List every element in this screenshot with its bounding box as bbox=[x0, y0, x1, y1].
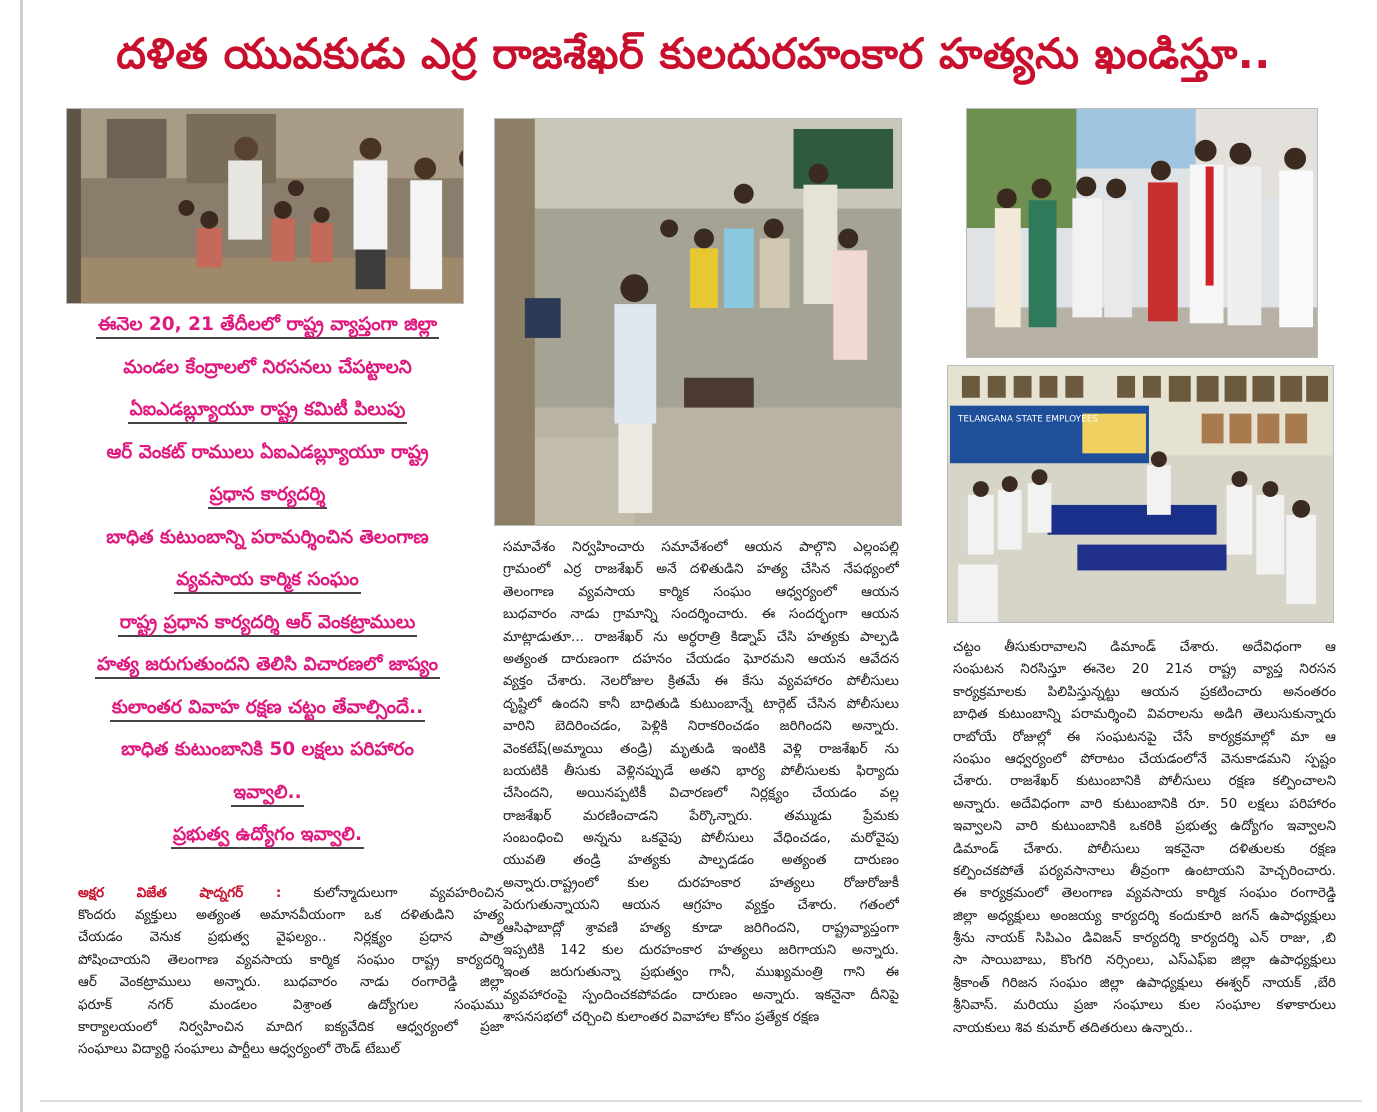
kicker-line bbox=[40, 606, 495, 649]
body-line: అన్నారు.రాష్ట్రంలో కుల దురహంకార హత్యలు రోజురోజుకీ bbox=[503, 874, 899, 891]
page-bottom-rule bbox=[40, 1100, 1362, 1102]
kicker-highlights bbox=[40, 308, 495, 861]
body-line: పోషించాయని తెలంగాణ వ్యవసాయ కార్మిక సంఘం రాష్ట్ర కార్యదర్శి bbox=[78, 951, 504, 968]
body-line: వెంకటేష్(అమ్మాయి తండ్రి) మృతుడి ఇంటికి వెళ్లి రాజశేఖర్ ను bbox=[503, 740, 899, 757]
kicker-text: మండల కేంద్రాలలో నిరసనలు చేపట్టాలని bbox=[123, 356, 412, 378]
body-line: యువతి తండ్రి హత్యకు పాల్పడడం అత్యంత దారుణం bbox=[503, 852, 899, 869]
body-line: కార్యక్రమాలకు పిలిపిస్తున్నట్టు ఆయన ప్రకటించారు అనంతరం bbox=[953, 683, 1336, 700]
kicker-text: హత్య జరుగుతుందని తెలిసి విచారణలో జాప్యం bbox=[95, 654, 440, 679]
body-line: శ్రీనివాస్. మరియు ప్రజా సంఘాలు కుల సంఘాల కళాకారులు bbox=[953, 997, 1336, 1014]
body-line: వారిని బెదిరించడం, పెళ్లికి నిరాకరించడం జరిగిందని అన్నారు. bbox=[503, 718, 899, 735]
body-line: వ్యవహారంపై స్పందించకపోవడం దారుణం అన్నారు. ఇకనైనా దీనిపై bbox=[503, 986, 899, 1003]
body-line: కల్పించకపోతే పర్యవసానాలు తీవ్రంగా ఉంటాయని హెచ్చరించారు. bbox=[953, 862, 1336, 879]
body-line: రాజశేఖర్ మరణించాడని పేర్కొన్నారు. తమ్ముడు ప్రేమకు bbox=[503, 807, 899, 824]
photo-round-table-meeting bbox=[947, 365, 1334, 623]
body-line: ఇంత జరుగుతున్నా ప్రభుత్వం గానీ, ముఖ్యమంత్రి గాని ఈ bbox=[503, 964, 899, 981]
body-line: పెరుగుతున్నాయని ఆయన ఆగ్రహం వ్యక్తం చేశారు. గతంలో bbox=[503, 897, 899, 914]
kicker-text: బాధిత కుటుంబానికి 50 లక్షలు పరిహారం bbox=[121, 739, 414, 760]
kicker-line bbox=[40, 393, 495, 436]
body-line: శాసనసభలో చర్చించి కులాంతర వివాహాల కోసం ప్రత్యేక రక్షణ bbox=[503, 1009, 820, 1026]
kicker-line bbox=[40, 308, 495, 351]
photo-village-children bbox=[66, 108, 464, 304]
kicker-line bbox=[40, 648, 495, 691]
body-line: తెలంగాణ వ్యవసాయ కార్మిక సంఘం ఆధ్వర్యంలో ఆయన bbox=[503, 583, 899, 600]
body-line: కులోన్మాదులుగా వ్యవహరించిన bbox=[313, 885, 504, 901]
body-line: అన్నారు. అదేవిధంగా వారి కుటుంబానికి రూ. 50 లక్షలు పరిహారం bbox=[953, 795, 1336, 812]
column-1-body-rest bbox=[78, 904, 504, 1100]
kicker-line bbox=[40, 521, 495, 564]
body-line: సంఘాలు విద్యార్థి సంఘాలు పార్టీలు ఆధ్వర్యంలో రౌండ్ టేబుల్ bbox=[78, 1041, 401, 1058]
body-line: ఇవ్వాలని వారి కుటుంబానికి ఒకరికి ప్రభుత్వ ఉద్యోగం ఇవ్వాలని bbox=[953, 818, 1336, 835]
kicker-line bbox=[40, 478, 495, 521]
headline: దళిత యువకుడు ఎర్ర రాజశేఖర్ కులదురహంకార హత్యను ఖండిస్తూ.. bbox=[116, 29, 1271, 78]
body-line: సమావేశం నిర్వహించారు సమావేశంలో ఆయన పాల్గొని ఎల్లంపల్లి bbox=[503, 539, 899, 555]
kicker-line bbox=[40, 563, 495, 606]
body-line: ఆర్ వెంకట్రాములు అన్నారు. బుధవారం నాడు రంగారెడ్డి జిల్లా bbox=[78, 974, 504, 991]
kicker-text: ఆర్ వెంకట్ రాములు ఏఐఎడబ్ల్యూయూ రాష్ట్ర bbox=[106, 441, 429, 463]
body-line: సంఘటన నిరసిస్తూ ఈనెల 20 21న రాష్ట్ర వ్యాప్త నిరసన bbox=[953, 661, 1336, 678]
body-line: డిమాండ్ చేశారు. పోలీసులు ఇకనైనా దళితులకు రక్షణ bbox=[953, 840, 1336, 857]
kicker-text: కులాంతర వివాహ రక్షణ చట్టం తేవాల్సిందే.. bbox=[110, 697, 425, 722]
kicker-text: రాష్ట్ర ప్రధాన కార్యదర్శి ఆర్ వెంకట్రాములు bbox=[118, 612, 418, 637]
body-line: ఫరూక్ నగర్ మండలం విశ్రాంత ఉద్యోగుల సంఘము bbox=[78, 996, 504, 1013]
body-line: కార్యాలయంలో నిర్వహించిన మాదిగ ఐక్యవేదిక ఆధ్వర్యంలో ప్రజా bbox=[78, 1018, 504, 1035]
byline-line bbox=[78, 882, 504, 904]
kicker-text: ప్రభుత్వ ఉద్యోగం ఇవ్వాలి. bbox=[171, 824, 364, 849]
body-line: శ్రీకాంత్ గిరిజన సంఘం జిల్లా ఉపాధ్యక్షులు ఈశ్వర్ నాయక్ ,బేరి bbox=[953, 974, 1336, 991]
body-line: బయటికి తీసుకు వెళ్లినప్పుడే అతని భార్య పోలీసులకు ఫిర్యాదు bbox=[503, 762, 899, 779]
body-line: వ్యక్తం చేశారు. నెలరోజుల క్రితమే ఈ కేసు వ్యవహారం పోలీసులు bbox=[503, 673, 899, 690]
body-line: ఆసిఫాబాద్లో శ్రావణి హత్య కూడా జరిగిందని, రాష్ట్రవ్యాప్తంగా bbox=[503, 919, 899, 936]
kicker-text: ఈనెల 20, 21 తేదీలలో రాష్ట్ర వ్యాప్తంగా జిల్లా bbox=[96, 314, 439, 339]
kicker-line bbox=[40, 691, 495, 734]
kicker-text: ఇవ్వాలి.. bbox=[231, 782, 303, 807]
body-line: కొందరు వ్యక్తులు అత్యంత అమానవీయంగా ఒక దళితుడిని హత్య bbox=[78, 907, 504, 923]
body-line: నాయకులు శివ కుమార్ తదితరులు ఉన్నారు.. bbox=[953, 1019, 1193, 1036]
body-line: సంఘం ఆధ్వర్యంలో పోరాటం చేయడంలోనే వెనుకాడమని స్పష్టం bbox=[953, 750, 1336, 767]
byline: అక్షర విజేత షాద్నగర్ : bbox=[78, 885, 282, 901]
body-line: బాధిత కుటుంబాన్ని పరామర్శించి వివరాలను అడిగి తెలుసుకున్నారు bbox=[953, 706, 1336, 723]
kicker-line bbox=[40, 818, 495, 861]
body-line: ఈ కార్యక్రమంలో తెలంగాణ వ్యవసాయ కార్మిక సంఘం రంగారెడ్డి bbox=[953, 885, 1336, 902]
column-3-body bbox=[953, 636, 1336, 1096]
body-line: సా సాయిబాబు, కొంగరి నర్సింలు, ఎస్ఎఫ్ఐ జిల్లా ఉపాధ్యక్షులు bbox=[953, 952, 1336, 969]
kicker-text: వ్యవసాయ కార్మిక సంఘం bbox=[174, 569, 360, 594]
photo-banner-text: TELANGANA STATE EMPLOYEES bbox=[957, 414, 1099, 425]
body-line: చట్టం తీసుకురావాలని డిమాండ్ చేశారు. అదేవిధంగా ఆ bbox=[953, 639, 1336, 655]
kicker-text: ప్రధాన కార్యదర్శి bbox=[208, 484, 328, 509]
body-line: శ్రీను నాయక్ సిపిఎం డివిజన్ కార్యదర్శి కార్యదర్శి ఎన్ రాజు, ,బి bbox=[953, 930, 1336, 947]
photo-visit-children-steps bbox=[494, 118, 902, 526]
kicker-line bbox=[40, 733, 495, 776]
kicker-line bbox=[40, 776, 495, 819]
body-line: దృష్టిలో ఉందని కానీ బాధితుడి కుటుంబాన్నే టార్గెట్ చేసిన పోలీసులు bbox=[503, 695, 899, 712]
kicker-text: ఏఐఎడబ్ల్యూయూ రాష్ట్ర కమిటీ పిలుపు bbox=[128, 399, 408, 424]
body-line: చేయడం వెనుక ప్రభుత్వ వైఫల్యం.. నిర్లక్ష్యం ప్రధాన పాత్ర bbox=[78, 929, 504, 946]
body-line: బుధవారం నాడు గ్రామాన్ని సందర్శించారు. ఈ సందర్భంగా ఆయన bbox=[503, 606, 899, 623]
kicker-line bbox=[40, 436, 495, 479]
body-line: జిల్లా అధ్యక్షులు అంజయ్య కార్యదర్శి కందుకూరి జగన్ ఉపాధ్యక్షులు bbox=[953, 907, 1336, 924]
body-line: చేశారు. రాజశేఖర్ కుటుంబానికి పోలీసులు రక్షణ కల్పించాలని bbox=[953, 773, 1336, 790]
body-line: సంబంధించి అన్నను ఒకవైపు పోలీసులు వేధించడం, మరోవైపు bbox=[503, 830, 899, 847]
kicker-line bbox=[40, 351, 495, 394]
body-line: రాబోయే రోజుల్లో ఈ సంఘటనపై చేసే కార్యక్రమాల్లో మా ఆ bbox=[953, 728, 1336, 745]
page-left-rule bbox=[20, 0, 23, 1112]
body-line: ఇప్పటికి 142 కుల దురహంకార హత్యలు జరిగాయని అన్నారు. bbox=[503, 942, 899, 959]
photo-family-visit-group bbox=[966, 108, 1318, 358]
body-line: చేసిందని, అయినప్పటికీ విచారణలో నిర్లక్ష్యం చేయడం వల్ల bbox=[503, 785, 899, 802]
body-line: అత్యంత దారుణంగా దహనం చేయడం ఘోరమని ఆయన ఆవేదన bbox=[503, 650, 899, 667]
column-2-body bbox=[503, 536, 899, 1096]
body-line: గ్రామంలో ఎర్ర రాజశేఖర్ అనే దళితుడిని హత్య చేసిన నేపథ్యంలో bbox=[503, 561, 899, 578]
body-line: మాట్లాడుతూ... రాజశేఖర్ ను అర్ధరాత్రి కిడ్నాప్ చేసి హత్యకు పాల్పడి bbox=[503, 628, 899, 645]
kicker-text: బాధిత కుటుంబాన్ని పరామర్శించిన తెలంగాణ bbox=[106, 526, 429, 548]
